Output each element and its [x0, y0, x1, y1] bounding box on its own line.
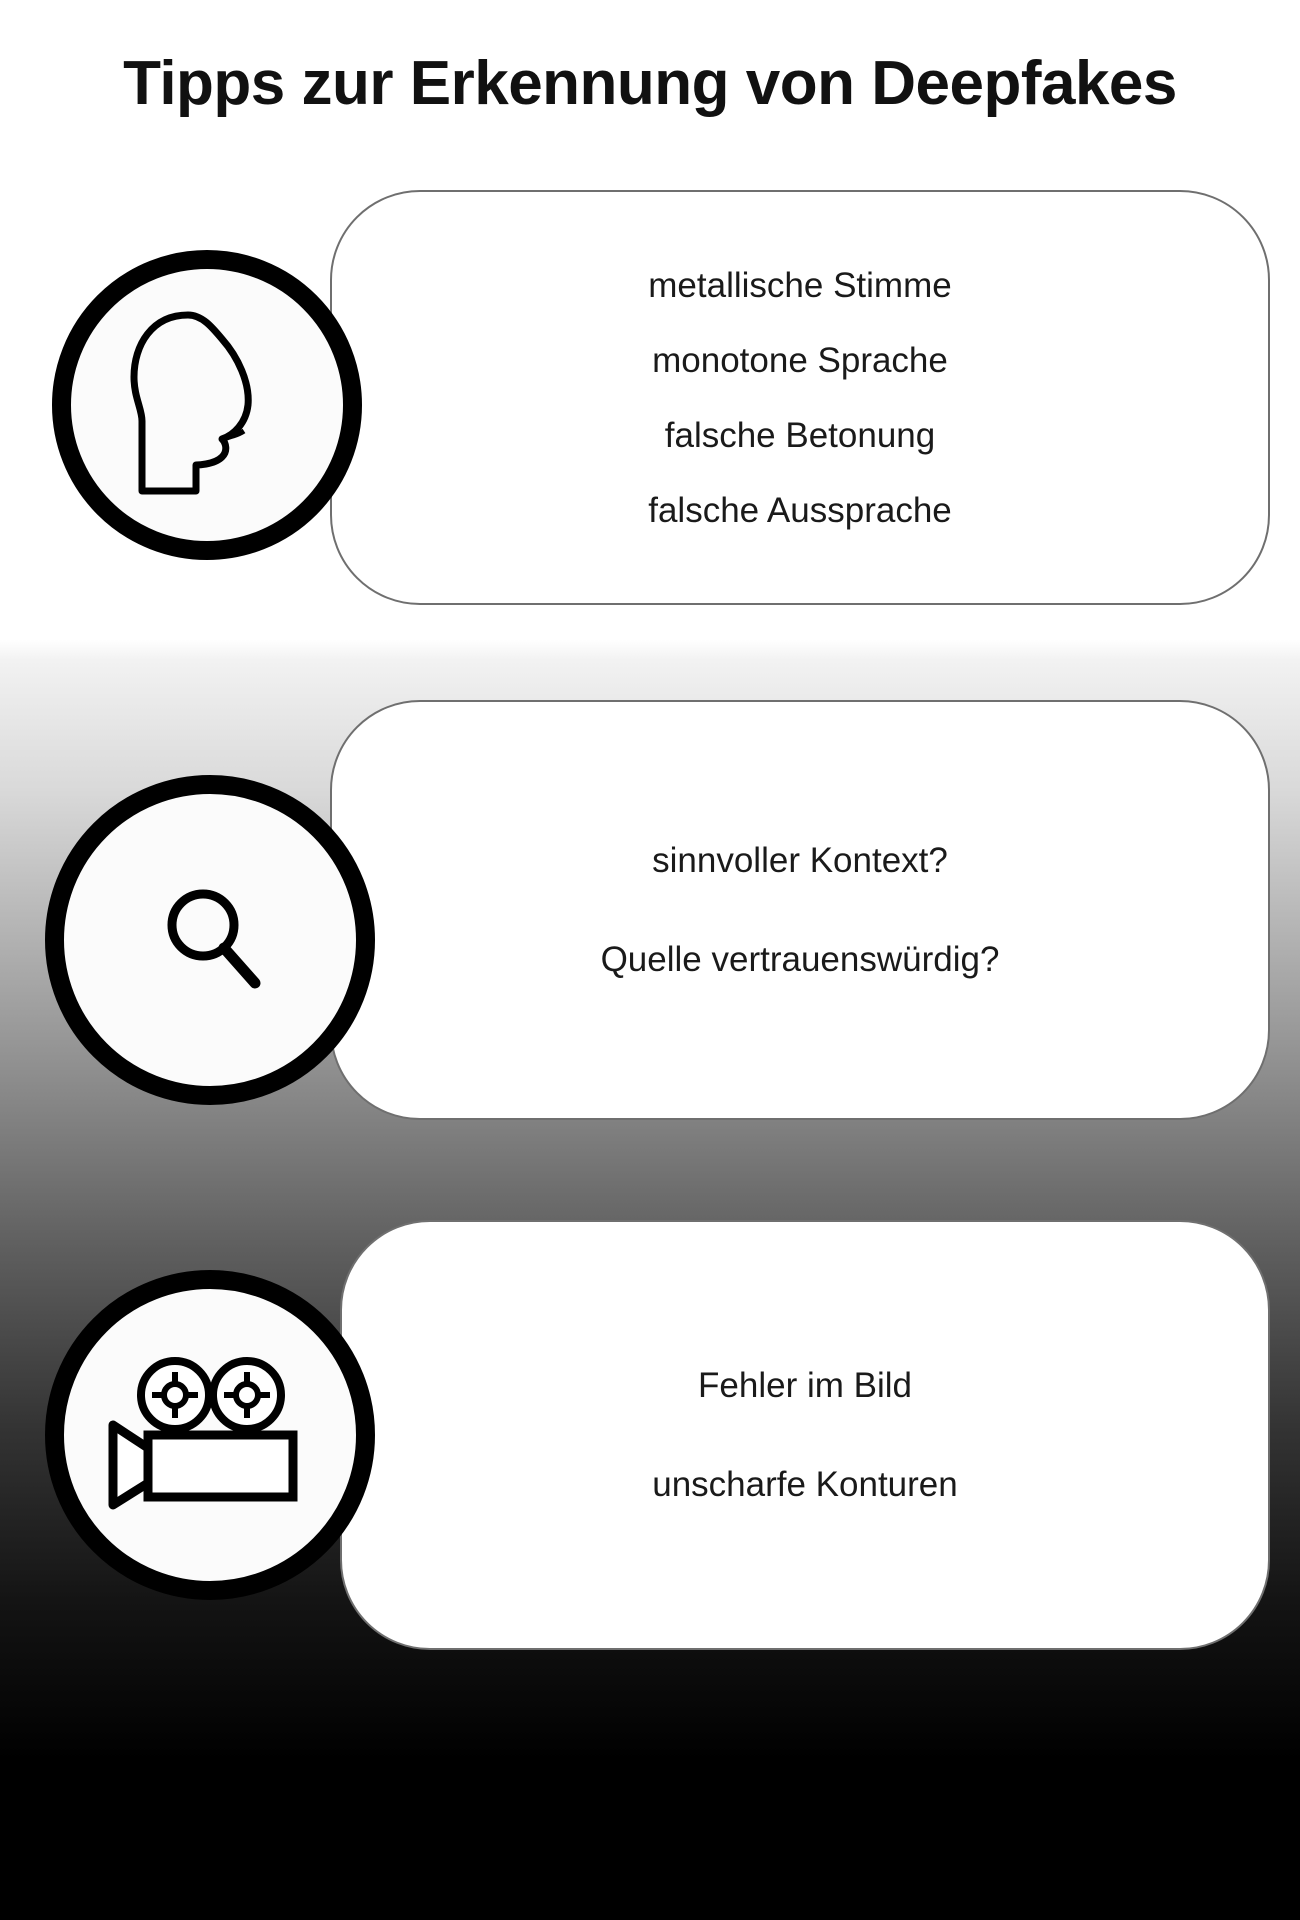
- context-hint-2: Quelle vertrauenswürdig?: [600, 940, 1000, 979]
- head-profile-icon-badge: [52, 250, 362, 560]
- voice-hint-1: metallische Stimme: [648, 265, 952, 305]
- context-hint-1: sinnvoller Kontext?: [652, 841, 948, 880]
- section-image: [0, 1180, 1300, 1740]
- image-hint-1: Fehler im Bild: [698, 1366, 912, 1405]
- magnifier-icon-badge: [45, 775, 375, 1105]
- page-title: Tipps zur Erkennung von Deepfakes: [123, 49, 1177, 118]
- film-camera-icon: [103, 1353, 318, 1518]
- image-hints-bubble: [340, 1220, 1270, 1650]
- film-camera-icon-badge: [45, 1270, 375, 1600]
- context-hints-bubble: [330, 700, 1270, 1120]
- voice-hint-2: monotone Sprache: [652, 340, 948, 380]
- voice-hint-3: falsche Betonung: [664, 415, 936, 455]
- section-context: [0, 640, 1300, 1180]
- voice-hints-bubble: [330, 190, 1270, 605]
- magnifier-icon: [145, 875, 275, 1005]
- head-profile-icon: [122, 305, 292, 505]
- voice-hint-4: falsche Aussprache: [648, 490, 952, 530]
- image-hint-2: unscharfe Konturen: [652, 1465, 958, 1504]
- section-voice: [0, 0, 1300, 640]
